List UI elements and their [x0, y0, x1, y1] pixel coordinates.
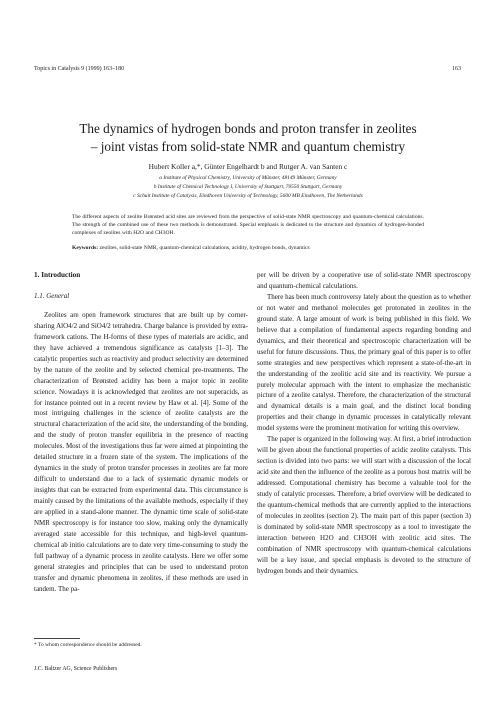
keywords-label: Keywords:	[72, 245, 99, 251]
journal-citation: Topics in Catalysis 9 (1999) 163–180	[34, 66, 125, 72]
keywords-line	[72, 245, 424, 253]
title-line-1: The dynamics of hydrogen bonds and proton transfer in zeolites	[79, 121, 417, 136]
body-paragraph: Zeolites are open framework structures that are built up by corner-sharing AlO4/2 and SiO4/2 tetrahedra. Charge balance is provided by extra-framework cations. The H-forms of these types of materials are acidic, and they have achieved a tremendous significance as catalysts [1–3]. The catalytic properties such as reactivity and product selectivity are determined by the nature of the zeolite and by selected chemical pre-treatments. The characterization of Brønsted acidity has been a major topic in zeolite science. Nowadays it is acknowledged that zeolites are not superacids, as for instance pointed out in a recent review by Haw et al. [4]. Some of the most intriguing challenges in the science of zeolite catalysts are the structural characterization of the acid site, the understanding of the bonding, and the study of proton transfer equilibria in the presence of reacting molecules. Most of the investigations thus far were aimed at pinpointing the detailed structure in a frozen state of the system. The implications of the dynamics in the study of proton transfer processes in zeolites are far more difficult to understand due to a lack of systematic dynamic models or insights that can be extracted from experimental data. This circumstance is mainly caused by the limitations of the available methods, especially if they are applied in a stand-alone manner. The dynamic time scale of solid-state NMR spectroscopy is for instance too slow, making only the dynamically averaged state accessible for this technique, and high-level quantum-chemical ab initio calculations are to date very time-consuming to study the full pathway of a dynamic process in zeolite catalysts. Here we offer some general strategies and principles that can be used to understand proton transfer and dynamic phenomena in zeolites, if these methods are used in tandem. The pa-	[34, 310, 248, 593]
left-column	[34, 270, 248, 595]
section-heading: 1. Introduction	[34, 271, 81, 279]
abstract: The different aspects of zeolite Brønsted acid sites are reviewed from the perspective of solid-state NMR spectroscopy and quantum-chemical calculations. The strength of the combined use of these two methods is demonstrated. Special emphasis is dedicated to the structure and dynamics of hydrogen-bonded complexes of zeolites with H2O and CH3OH.	[72, 214, 424, 236]
body-paragraph: There has been much controversy lately about the question as to whether or not water and methanol molecules get protonated in zeolites in the ground state. A large amount of work is being published in this field. We believe that a compilation of fundamental aspects regarding bonding and dynamics, and their theoretical and spectroscopic characterization will be useful for future discussions. Thus, the primary goal of this paper is to offer some strategies and new perspectives which represent a state-of-the-art in the understanding of the zeolitic acid site and its reactivity. We pursue a purely molecular approach with the intent to emphasize the mechanistic picture of a zeolite catalyst. Therefore, the characterization of the structural and dynamical details is a main goal, and the distinct local bonding properties and their change in dynamic processes in catalytically relevant model systems were the prominent motivation for writing this overview.	[257, 292, 471, 433]
affiliation-a: a Institute of Physical Chemistry, University of Münster, 48149 Münster, Germany	[159, 175, 337, 181]
body-paragraph: The paper is organized in the following way. At first, a brief introduction will be given about the functional properties of acidic zeolite catalysts. This section is divided into two parts: we will start with a discussion of the local acid site and then the influence of the zeolite as a porous host matrix will be addressed. Computational chemistry has become a valuable tool for the study of catalytic processes. Therefore, a brief overview will be dedicated to the quantum-chemical methods that are currently applied to the interactions of molecules in zeolites (section 2). The main part of this paper (section 3) is dominated by solid-state NMR spectroscopy as a tool to investigate the interaction between H2O and CH3OH with zeolitic acid sites. The combination of NMR spectroscopy with quantum-chemical calculations will be a key issue, and special emphasis is devoted to the structure of hydrogen bonds and their dynamics.	[257, 435, 471, 575]
paper-title	[0, 120, 496, 155]
subsection-heading: 1.1. General	[34, 291, 70, 300]
keywords-text: zeolites, solid-state NMR, quantum-chemical calculations, acidity, hydrogen bonds, dynamics	[99, 245, 310, 251]
publisher-line: J.C. Baltzer AG, Science Publishers	[34, 666, 118, 672]
affiliation-b: b Institute of Chemical Technology I, University of Stuttgart, 70550 Stuttgart, Germany	[153, 183, 343, 190]
body-paragraph: per will be driven by a cooperative use of solid-state NMR spectroscopy and quantum-chemical calculations.	[257, 271, 471, 290]
author-list: Hubert Koller a,*, Günter Engelhardt b and Rutger A. van Santen c	[148, 162, 348, 171]
page-number: 163	[452, 66, 461, 72]
footnote: * To whom correspondence should be addressed.	[34, 642, 142, 648]
right-column	[257, 270, 471, 577]
affiliation-c: c Schuit Institute of Catalysis, Eindhoven University of Technology, 5600 MB Eindhoven, The Netherlands	[133, 192, 363, 199]
affiliations	[0, 174, 496, 200]
footnote-rule	[34, 638, 80, 639]
title-line-2: – joint vistas from solid-state NMR and quantum chemistry	[90, 138, 406, 154]
